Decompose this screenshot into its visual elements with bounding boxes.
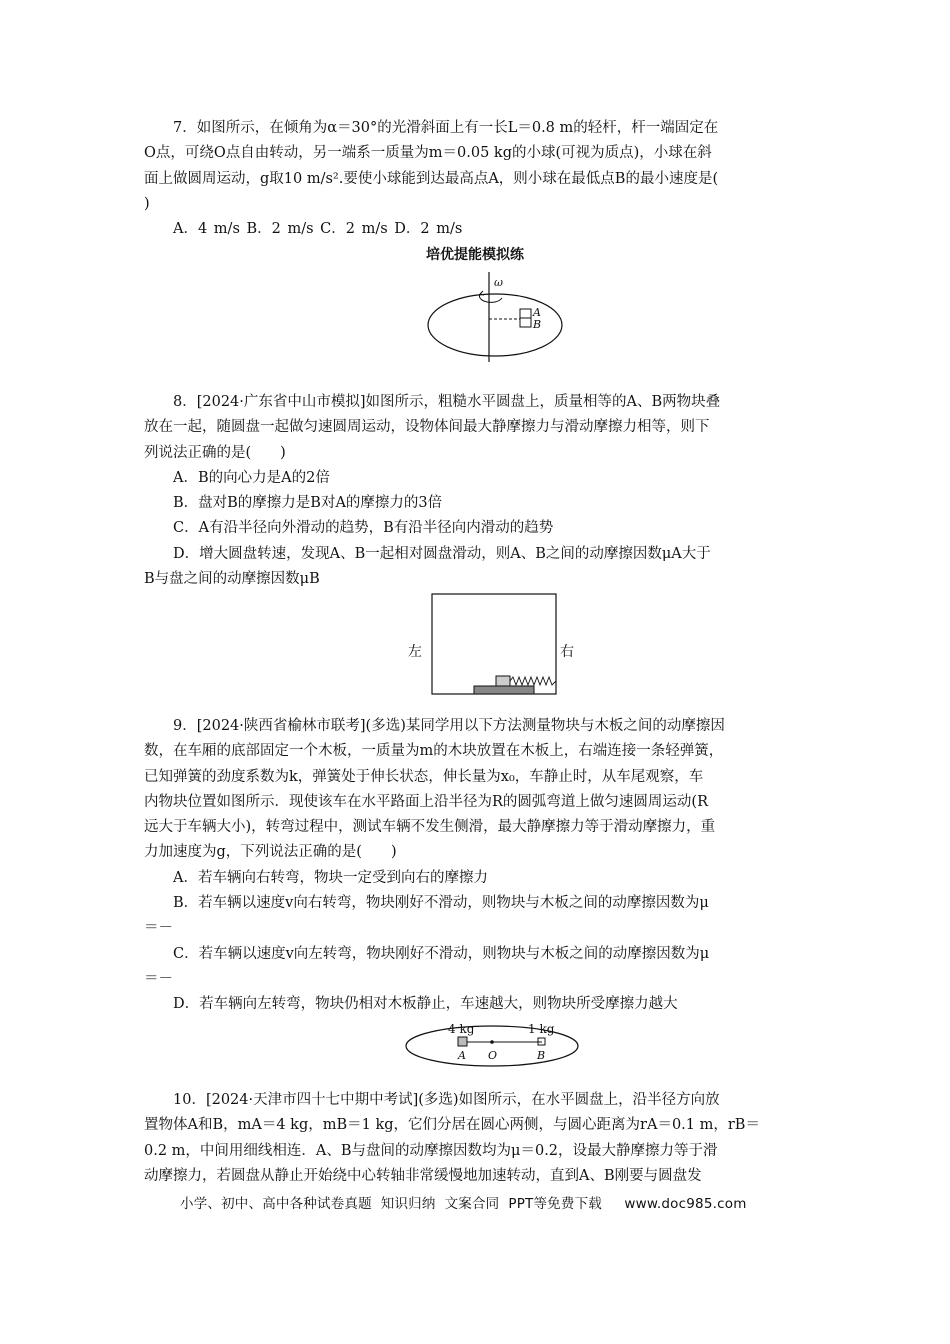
q9-line-6: 力加速度为g，下列说法正确的是( ) (144, 844, 397, 861)
fig10-mass-b: 1 kg (528, 1022, 555, 1036)
q9-line-5: 远大于车辆大小)，转弯过程中，测试车辆不发生侧滑，最大静摩擦力等于滑动摩擦力，重 (144, 819, 716, 836)
question-7 (144, 116, 806, 242)
q7-line-4: ) (144, 195, 150, 212)
section-title: 培优提能模拟练 (426, 247, 524, 263)
q8-line-2: 放在一起，随圆盘一起做匀速圆周运动，设物体间最大静摩擦力与滑动摩擦力相等，则下 (144, 419, 710, 436)
question-8 (144, 390, 806, 592)
q9-option-c-line-1: C．若车辆以速度v向左转弯，物块刚好不滑动，则物块与木板之间的动摩擦因数为μ (173, 945, 710, 962)
q9-option-b-line-1: B．若车辆以速度v向右转弯，物块刚好不滑动，则物块与木板之间的动摩擦因数为μ (173, 895, 709, 912)
q8-option-b: B．盘对B的摩擦力是B对A的摩擦力的3倍 (173, 495, 443, 512)
q10-line-4: 动摩擦力，若圆盘从静止开始绕中心转轴非常缓慢地加速转动，直到A、B刚要与圆盘发 (144, 1167, 702, 1184)
fig10-label-a: A (458, 1049, 466, 1062)
fig9-left-label: 左 (408, 644, 422, 660)
q10-line-3: 0.2 m，中间用细线相连．A、B与盘间的动摩擦因数均为μ＝0.2，设最大静摩擦力等于滑 (144, 1142, 718, 1159)
q9-line-4: 内物块位置如图所示．现使该车在水平路面上沿半径为R的圆弧弯道上做匀速圆周运动(R (144, 793, 708, 810)
q9-line-2: 数，在车厢的底部固定一个木板，一质量为m的木块放置在木板上，右端连接一条轻弹簧， (144, 743, 724, 760)
q8-option-d-line-2: B与盘之间的动摩擦因数μB (144, 571, 320, 588)
q8-line-1: 8．[2024·广东省中山市模拟]如图所示，粗糙水平圆盘上，质量相等的A、B两物块叠 (173, 394, 721, 410)
question-9 (144, 714, 806, 1018)
q7-options: A．4 m/s B．2 m/s C．2 m/s D．2 m/s (173, 221, 463, 238)
q7-line-1: 7．如图所示，在倾角为α＝30°的光滑斜面上有一长L＝0.8 m的轻杆，杆一端固定在 (173, 120, 719, 136)
q8-option-d-line-1: D．增大圆盘转速，发现A、B一起相对圆盘滑动，则A、B之间的动摩擦因数μA大于 (173, 545, 711, 562)
q8-line-3: 列说法正确的是( ) (144, 444, 286, 461)
q8-option-a: A．B的向心力是A的2倍 (173, 469, 330, 486)
q10-line-1: 10．[2024·天津市四十七中期中考试](多选)如图所示，在水平圆盘上，沿半径方向放 (173, 1092, 720, 1108)
q9-option-b-line-2: ＝－ (144, 920, 173, 937)
q7-line-2: O点，可绕O点自由转动，另一端系一质量为m＝0.05 kg的小球(可视为质点)，小球在斜 (144, 145, 712, 162)
q9-line-1: 9．[2024·陕西省榆林市联考](多选)某同学用以下方法测量物块与木板之间的动摩擦因 (173, 718, 725, 734)
omega-label: ω (494, 276, 503, 289)
q10-line-2: 置物体A和B，mA＝4 kg，mB＝1 kg，它们分居在圆心两侧，与圆心距离为rA＝0.1 m，rB＝ (144, 1117, 760, 1134)
fig10-mass-a: 4 kg (448, 1022, 475, 1036)
figure-rotating-disk (422, 268, 568, 368)
q9-line-3: 已知弹簧的劲度系数为k，弹簧处于伸长状态，伸长量为x₀，车静止时，从车尾观察，车 (144, 768, 704, 785)
fig8-label-b: B (533, 318, 542, 331)
fig10-label-b: B (537, 1049, 546, 1062)
fig9-right-label: 右 (560, 644, 574, 660)
fig8-label-a: A (533, 306, 541, 319)
figure-car-compartment (404, 590, 586, 698)
fig10-label-o: O (488, 1049, 498, 1062)
q9-option-a: A．若车辆向右转弯，物块一定受到向右的摩擦力 (173, 869, 488, 886)
question-10 (144, 1088, 806, 1189)
q7-line-3: 面上做圆周运动，g取10 m/s².要使小球能到达最高点A，则小球在最低点B的最小速度是( (144, 170, 719, 187)
q9-option-c-line-2: ＝－ (144, 970, 173, 987)
q8-option-c: C．A有沿半径向外滑动的趋势，B有沿半径向内滑动的趋势 (173, 520, 554, 537)
page-footer: 小学、初中、高中各种试卷真题 知识归纳 文案合同 PPT等免费下载 www.doc985.com (180, 1196, 747, 1212)
q9-option-d: D．若车辆向左转弯，物块仍相对木板静止，车速越大，则物块所受摩擦力越大 (173, 996, 678, 1013)
figure-disk-two-masses (402, 1018, 582, 1074)
